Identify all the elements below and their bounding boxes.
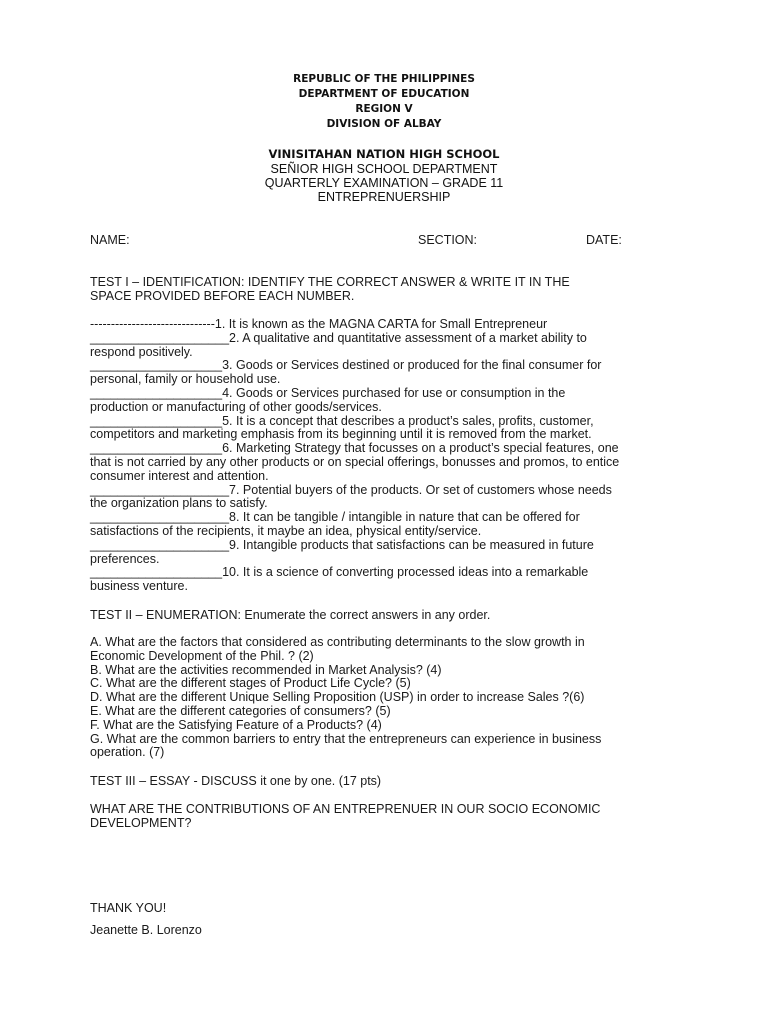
test1-line: satisfactions of the recipients, it maybe an idea, physical entity/service.	[90, 523, 482, 538]
test1-title	[90, 276, 690, 304]
test2-line: C. What are the different stages of Product Life Cycle? (5)	[90, 676, 411, 691]
school-department: SEÑIOR HIGH SCHOOL DEPARTMENT	[270, 162, 498, 176]
test1-line: competitors and marketing emphasis from its beginning until it is removed from the market.	[90, 427, 592, 442]
test2-line: E. What are the different categories of consumers? (5)	[90, 703, 391, 718]
test1-line: preferences.	[90, 551, 160, 566]
subject-title: ENTREPRENUERSHIP	[317, 190, 451, 204]
test2-items	[90, 636, 690, 760]
school-block	[0, 147, 768, 204]
test2-line: B. What are the activities recommended in Market Analysis? (4)	[90, 662, 442, 677]
test1-line: business venture.	[90, 579, 188, 594]
test1-line: ___________________5. It is a concept that describes a product’s sales, profits, customer,	[90, 413, 594, 428]
section-label: SECTION:	[418, 233, 478, 247]
date-label: DATE:	[586, 233, 622, 247]
test2-line: G. What are the common barriers to entry that the entrepreneurs can experience in business	[90, 731, 602, 746]
test1-line: respond positively.	[90, 344, 193, 359]
test1-line: ___________________4. Goods or Services purchased for use or consumption in the	[90, 385, 566, 400]
test1-line: ____________________2. A qualitative and quantitative assessment of a market ability to	[90, 330, 587, 345]
test3-question-line2: DEVELOPMENT?	[90, 815, 192, 830]
test3-question	[90, 803, 690, 831]
test3-title: TEST III – ESSAY - DISCUSS it one by one. (17 pts)	[90, 774, 382, 788]
test1-line: the organization plans to satisfy.	[90, 496, 268, 511]
test1-line: consumer interest and attention.	[90, 468, 269, 483]
test2-line: A. What are the factors that considered as contributing determinants to the slow growth in	[90, 635, 585, 649]
test2-line: D. What are the different Unique Selling Proposition (USP) in order to increase Sales ?(6)	[90, 690, 585, 705]
test1-line: that is not carried by any other products or on special offerings, bonusses and promos, to entice	[90, 454, 620, 469]
header	[0, 72, 768, 132]
test1-line: ___________________6. Marketing Strategy that focusses on a product’s special features, one	[90, 441, 619, 456]
info-row	[0, 233, 768, 249]
name-label: NAME:	[90, 233, 130, 247]
test2-title: TEST II – ENUMERATION: Enumerate the correct answers in any order.	[90, 608, 491, 622]
test1-title-line2: SPACE PROVIDED BEFORE EACH NUMBER.	[90, 288, 355, 303]
test1-line: personal, family or household use.	[90, 372, 281, 387]
test1-line: ___________________3. Goods or Services destined or produced for the final consumer for	[90, 358, 602, 373]
header-republic: REPUBLIC OF THE PHILIPPINES	[293, 73, 475, 85]
test1-line: ------------------------------1. It is known as the MAGNA CARTA for Small Entrepreneur	[90, 317, 548, 331]
header-department: DEPARTMENT OF EDUCATION	[298, 88, 470, 100]
test1-line: ____________________7. Potential buyers of the products. Or set of customers whose needs	[90, 482, 612, 497]
header-division: DIVISION OF ALBAY	[326, 118, 442, 130]
header-region: REGION V	[355, 103, 413, 115]
test3-question-line1: WHAT ARE THE CONTRIBUTIONS OF AN ENTREPRENUER IN OUR SOCIO ECONOMIC	[90, 802, 601, 816]
test2-line: F. What are the Satisfying Feature of a Products? (4)	[90, 717, 382, 732]
test2-line: operation. (7)	[90, 745, 165, 760]
exam-title: QUARTERLY EXAMINATION – GRADE 11	[264, 176, 504, 190]
test1-line: ____________________8. It can be tangible / intangible in nature that can be offered for	[90, 510, 580, 525]
author-name: Jeanette B. Lorenzo	[90, 923, 202, 937]
school-name: VINISITAHAN NATION HIGH SCHOOL	[268, 147, 500, 161]
test1-items	[90, 318, 690, 594]
test1-title-line1: TEST I – IDENTIFICATION: IDENTIFY THE CORRECT ANSWER & WRITE IT IN THE	[90, 275, 570, 289]
test2-line: Economic Development of the Phil. ? (2)	[90, 648, 314, 663]
test1-line: ____________________9. Intangible products that satisfactions can be measured in future	[90, 537, 594, 552]
thank-you: THANK YOU!	[90, 901, 167, 915]
test1-line: production or manufacturing of other goods/services.	[90, 399, 382, 414]
test1-line: ___________________10. It is a science of converting processed ideas into a remarkable	[90, 565, 589, 580]
